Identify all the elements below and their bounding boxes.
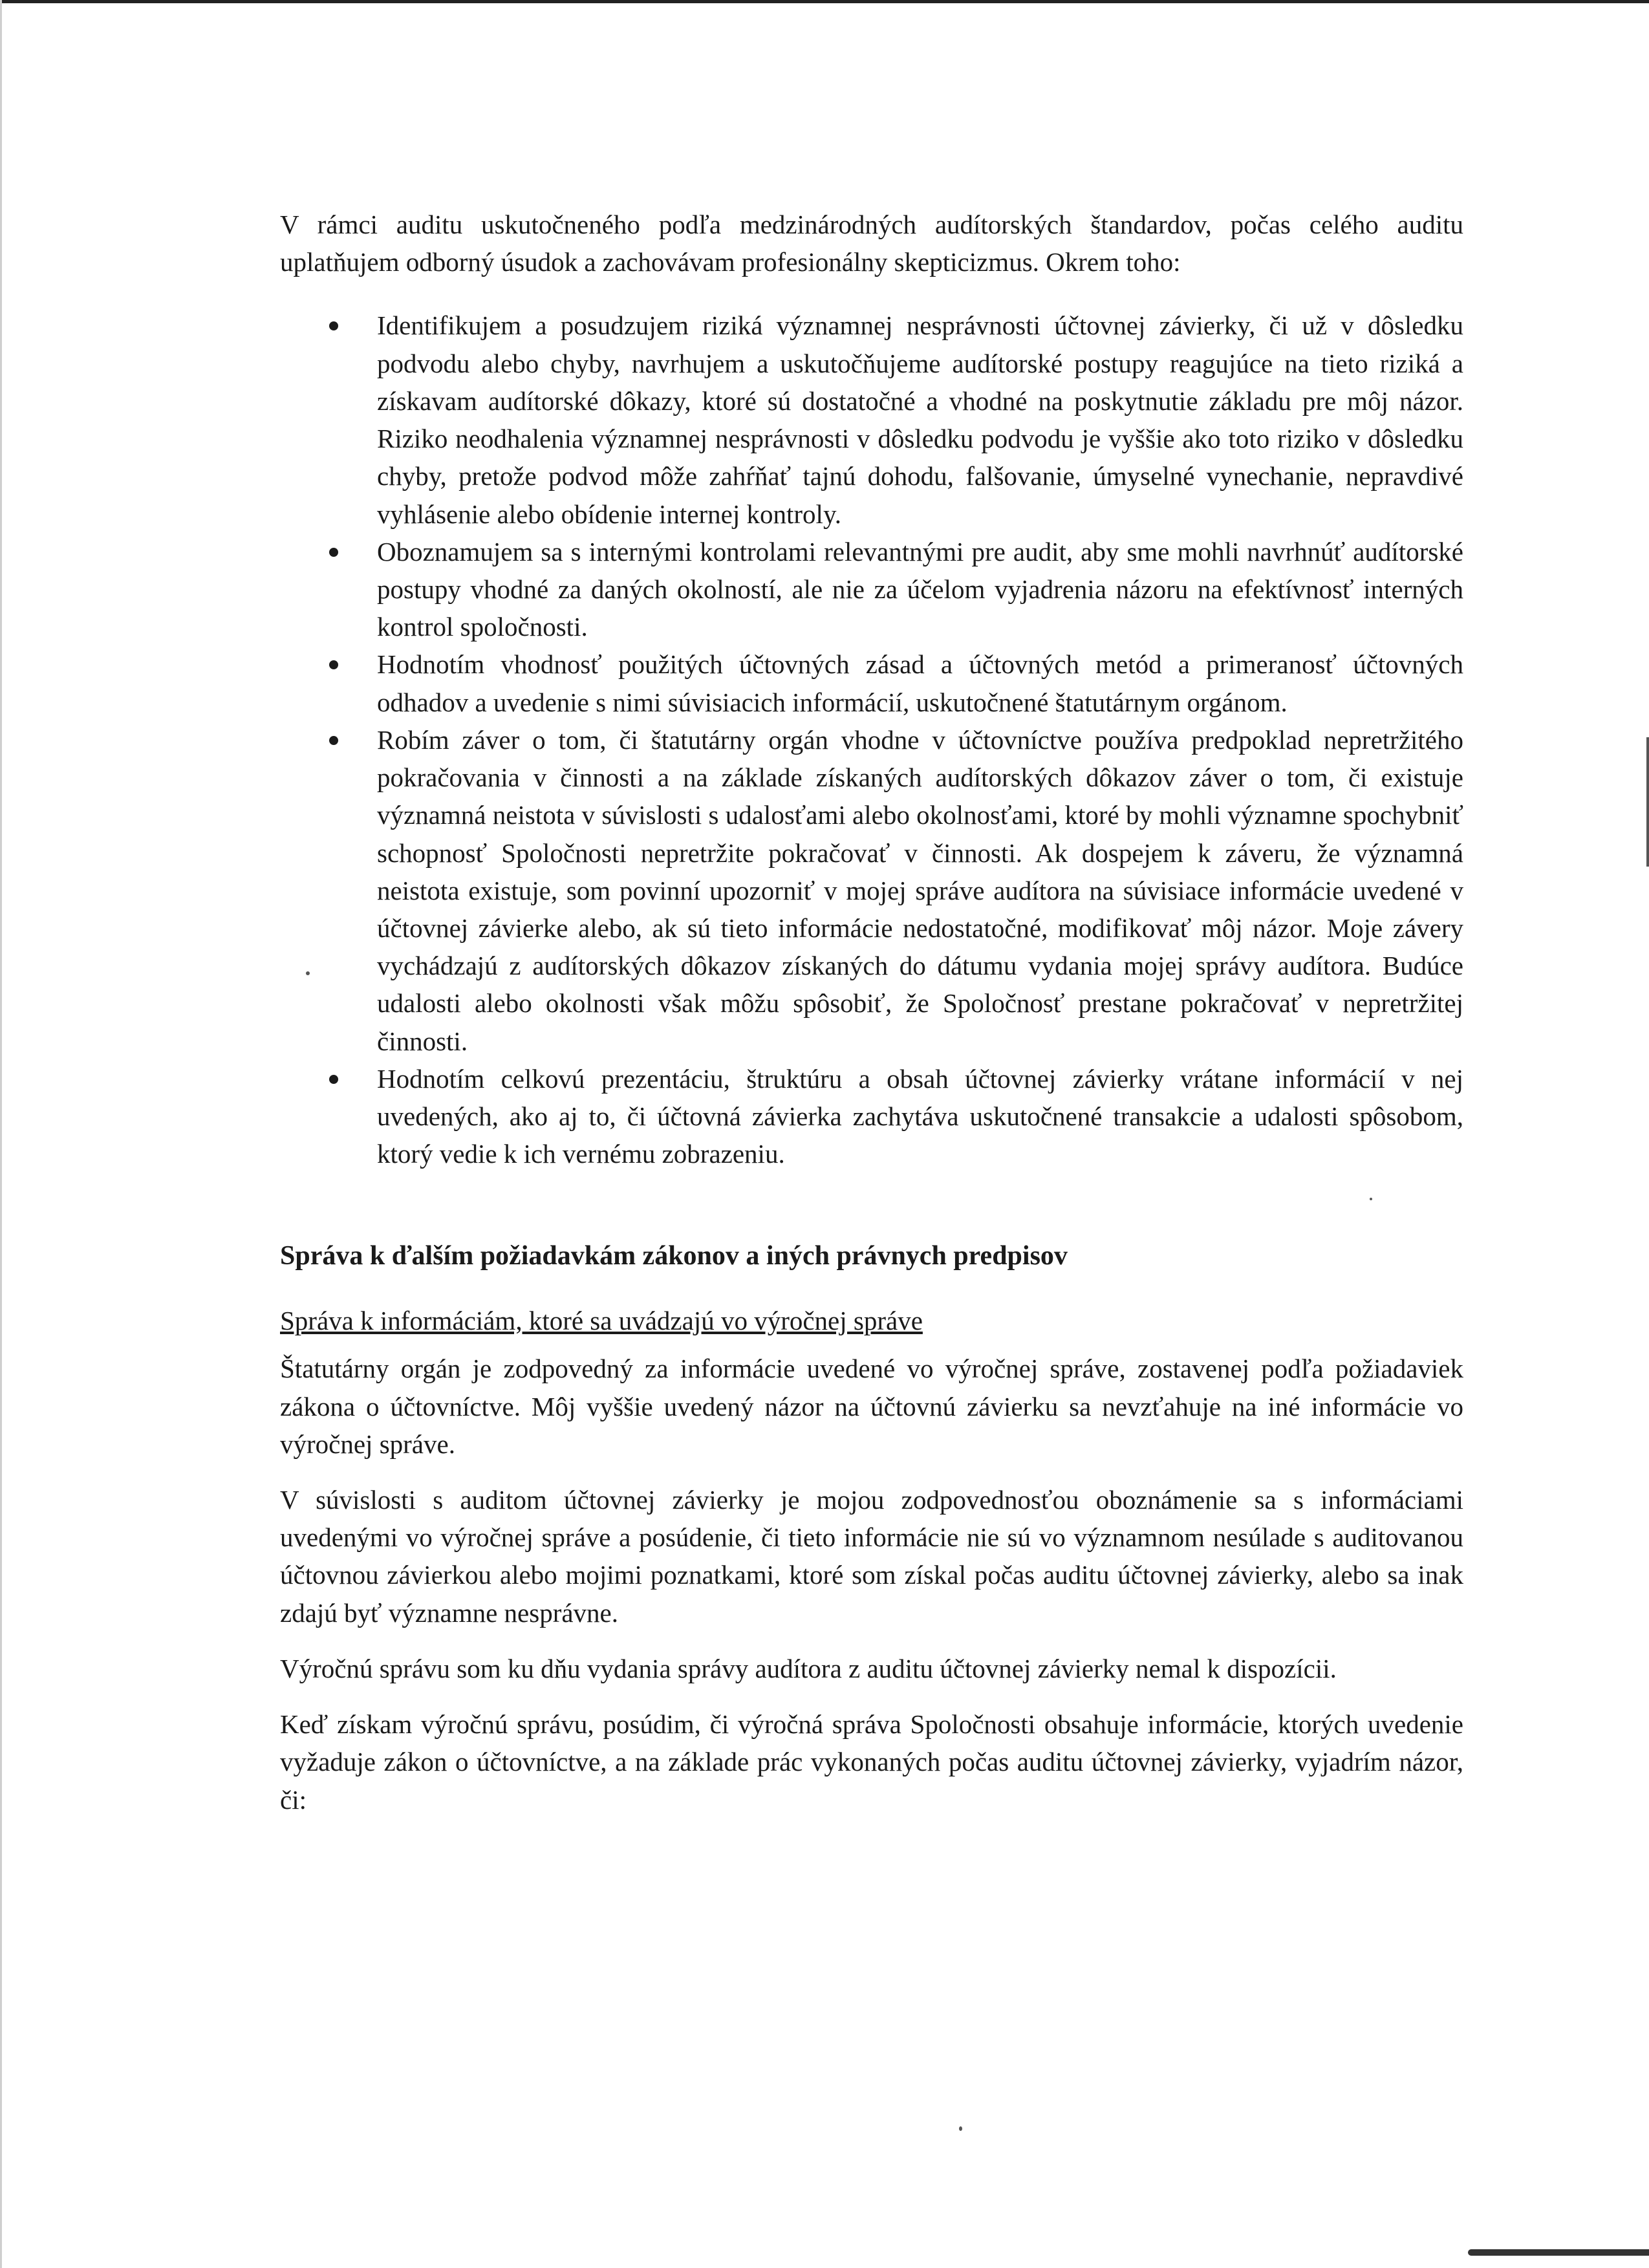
list-item [280,307,1463,532]
list-item [280,533,1463,646]
paragraph: V súvislosti s auditom účtovnej závierky je mojou zodpovednosťou oboznámenie sa s informáciami uvedenými vo výročnej správe a posúdenie, či tieto informácie nie sú vo významnom nesúlade s auditovanou účtovnou závierkou alebo mojimi poznatkami, ktoré som získal počas auditu účtovnej závierky, alebo sa inak zdajú byť významne nesprávne. [280,1484,1463,1628]
bullet-icon [329,1075,338,1084]
list-item-text: Hodnotím celkovú prezentáciu, štruktúru a obsah účtovnej závierky vrátane informácií v nej uvedených, ako aj to, či účtovná závierka zachytáva uskutočnené transakcie a udalosti spôsobom, ktorý vedie k ich vernému zobrazeniu. [377,1063,1463,1169]
scan-speck [306,971,310,975]
list-item-text: Hodnotím vhodnosť použitých účtovných zásad a účtovných metód a primeranosť účtovných odhadov a uvedenie s nimi súvisiacich informácií, uskutočnené štatutárnym orgánom. [377,649,1463,717]
intro-paragraph: V rámci auditu uskutočneného podľa medzinárodných audítorských štandardov, počas celého auditu uplatňujem odborný úsudok a zachovávam profesionálny skepticizmus. Okrem toho: [280,210,1463,277]
list-item-text: Oboznamujem sa s internými kontrolami relevantnými pre audit, aby sme mohli navrhnúť audítorské postupy vhodné za daných okolností, ale nie za účelom vyjadrenia názoru na efektívnosť interných kontrol spoločnosti. [377,536,1463,642]
paragraph: Keď získam výročnú správu, posúdim, či výročná správa Spoločnosti obsahuje informácie, ktorých uvedenie vyžaduje zákon o účtovníctve, a na základe prác vykonaných počas auditu účtovnej závierky, vyjadrím názor, či: [280,1709,1463,1815]
scan-speck [1370,1198,1372,1200]
list-item [280,645,1463,720]
bullet-icon [329,321,338,330]
paragraph: Výročnú správu som ku dňu vydania správy audítora z auditu účtovnej závierky nemal k dispozícii. [280,1653,1337,1683]
list-item-text: Identifikujem a posudzujem riziká významnej nesprávnosti účtovnej závierky, či už v dôsledku podvodu alebo chyby, navrhujem a uskutočňujeme audítorské postupy reagujúce na tieto riziká a získavam audítorské dôkazy, ktoré sú dostatočné a vhodné na poskytnutie základu pre môj názor. Riziko neodhalenia významnej nesprávnosti v dôsledku podvodu je vyššie ako toto riziko v dôsledku chyby, pretože podvod môže zahŕňať tajnú dohodu, falšovanie, úmyselné vynechanie, nepravdivé vyhlásenie alebo obídenie internej kontroly. [377,310,1463,529]
scan-edge-right [1646,737,1649,867]
list-item-text: Robím záver o tom, či štatutárny orgán vhodne v účtovníctve používa predpoklad nepretržitého pokračovania v činnosti a na základe získaných audítorských dôkazov záver o tom, či existuje významná neistota v súvislosti s udalosťami alebo okolnosťami, ktoré by mohli významne spochybniť schopnosť Spoločnosti nepretržite pokračovať v činnosti. Ak dospejem k záveru, že významná neistota existuje, som povinní upozorniť v mojej správe audítora na súvisiace informácie uvedené v účtovnej závierke alebo, ak sú tieto informácie nedostatočné, modifikovať môj názor. Moje závery vychádzajú z audítorských dôkazov získaných do dátumu vydania mojej správy audítora. Budúce udalosti alebo okolnosti však môžu spôsobiť, že Spoločnosť prestane pokračovať v nepretržitej činnosti. [377,724,1463,1056]
section-heading: Správa k ďalším požiadavkám zákonov a iných právnych predpisov [280,1241,1068,1271]
scan-edge-left [0,0,2,2268]
scan-edge-top [0,0,1649,3]
bullet-icon [329,548,338,557]
subheading: Správa k informáciám, ktoré sa uvádzajú vo výročnej správe [280,1306,923,1336]
bullet-icon [329,660,338,669]
list-item [280,721,1463,1060]
paragraph: Štatutárny orgán je zodpovedný za informácie uvedené vo výročnej správe, zostavenej podľa požiadaviek zákona o účtovníctve. Môj vyššie uvedený názor na účtovnú závierku sa nevzťahuje na iné informácie vo výročnej správe. [280,1354,1463,1459]
scan-edge-bottom [1468,2249,1649,2256]
document-body [280,206,1463,1837]
audit-procedures-list [280,307,1463,1172]
bullet-icon [329,736,338,745]
scan-speck [959,2126,962,2131]
list-item [280,1060,1463,1173]
